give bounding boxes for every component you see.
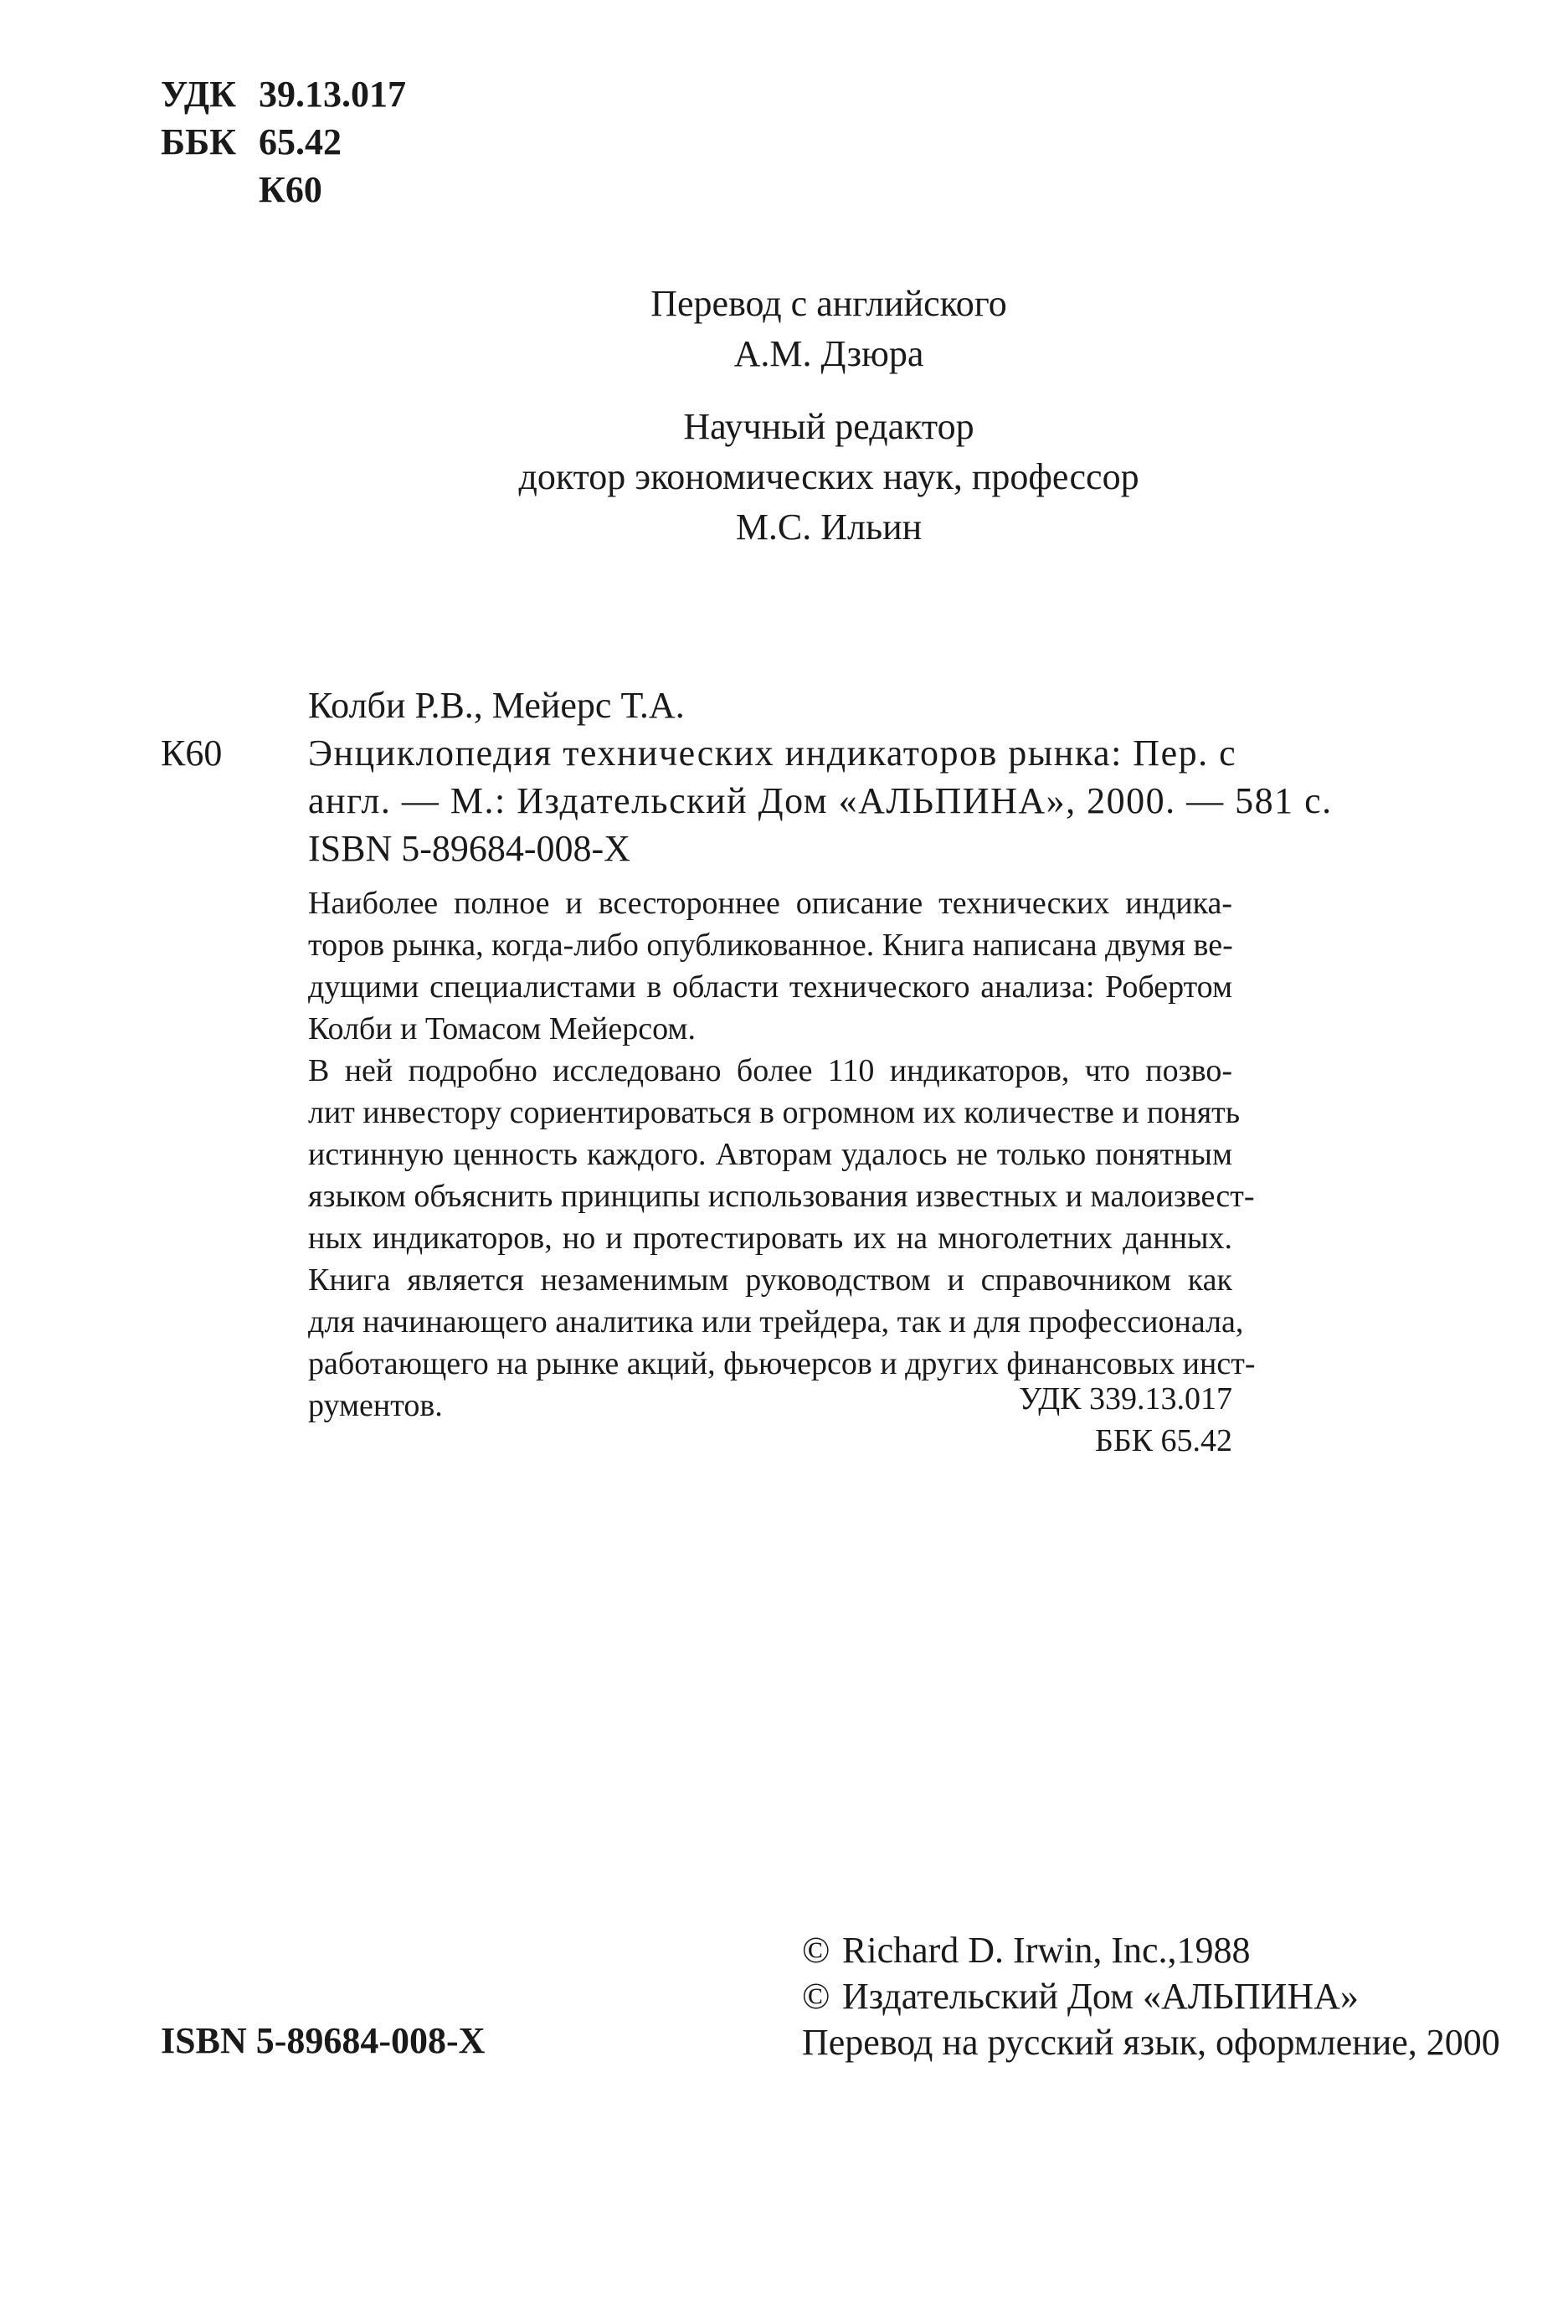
annotation <box>308 882 1256 1427</box>
classification-codes <box>161 70 406 213</box>
copyright-block <box>802 1927 1500 2065</box>
udk-row <box>161 70 406 118</box>
copyright-symbol: © <box>802 1930 830 1971</box>
annotation-paragraph-1: Наиболее полное и всестороннее описание технических индика- торов рынка, когда-либо опубликованное. Книга написана двумя ве- дущими специалистами в области технического анализа: Робертом Колби и Томасом Мейерсом. <box>308 886 1233 1046</box>
copyright-symbol: © <box>802 1976 830 2017</box>
translator-name: А.М. Дзюра <box>733 333 924 374</box>
catalog-isbn: ISBN 5-89684-008-X <box>308 828 630 869</box>
annotation-paragraph-3: Книга является незаменимым руководством и справочником как для начинающего аналитика или трейдера, так и для профессионала, работающего на рынке акций, фьючерсов и других финансовых инст- рументов. <box>308 1262 1256 1423</box>
catalog-title-line2: англ. — М.: Издательский Дом «АЛЬПИНА», 2000. — 581 с. <box>308 780 1333 821</box>
editor-degree: доктор экономических наук, профессор <box>518 456 1139 497</box>
editor-name: М.С. Ильин <box>735 506 923 548</box>
catalog-entry <box>161 681 1333 872</box>
translation-line: Перевод с английского <box>650 283 1007 324</box>
editor-credit <box>452 402 1206 553</box>
author-mark-row <box>161 166 406 213</box>
bbk-value: 65.42 <box>259 121 342 162</box>
copyright-line-2: © Издательский Дом «АЛЬПИНА» <box>802 1973 1500 2019</box>
isbn-bottom: ISBN 5-89684-008-X <box>161 2020 486 2061</box>
catalog-authors: Колби Р.В., Мейерс Т.А. <box>308 685 685 726</box>
catalog-title-line1: К60 Энциклопедия технических индикаторов рынка: Пер. с <box>161 729 1232 777</box>
author-mark: К60 <box>259 169 322 210</box>
catalog-code: К60 <box>161 733 223 774</box>
udk-label: УДК <box>161 74 237 115</box>
annotation-udk: УДК 339.13.017 <box>1019 1381 1232 1417</box>
annotation-paragraph-2: В ней подробно исследовано более 110 индикаторов, что позво- лит инвестору сориентироваться в огромном их количестве и понять истинную ценность каждого. Авторам удалось не только понятным языком объяснить принципы использования известных и малоизвест- ных индикаторов, но и протестировать их на многолетних данных. <box>308 1053 1255 1256</box>
copyright-line-3: Перевод на русский язык, оформление, 2000 <box>802 2022 1500 2063</box>
copyright-line-1: © Richard D. Irwin, Inc.,1988 <box>802 1927 1500 1973</box>
udk-value: 39.13.017 <box>259 74 406 115</box>
bbk-row <box>161 118 406 166</box>
bbk-label: ББК <box>161 121 237 162</box>
annotation-indexes <box>308 1378 1232 1462</box>
translation-credit <box>452 279 1206 379</box>
annotation-bbk: ББК 65.42 <box>1095 1423 1232 1458</box>
editor-role: Научный редактор <box>683 406 974 447</box>
